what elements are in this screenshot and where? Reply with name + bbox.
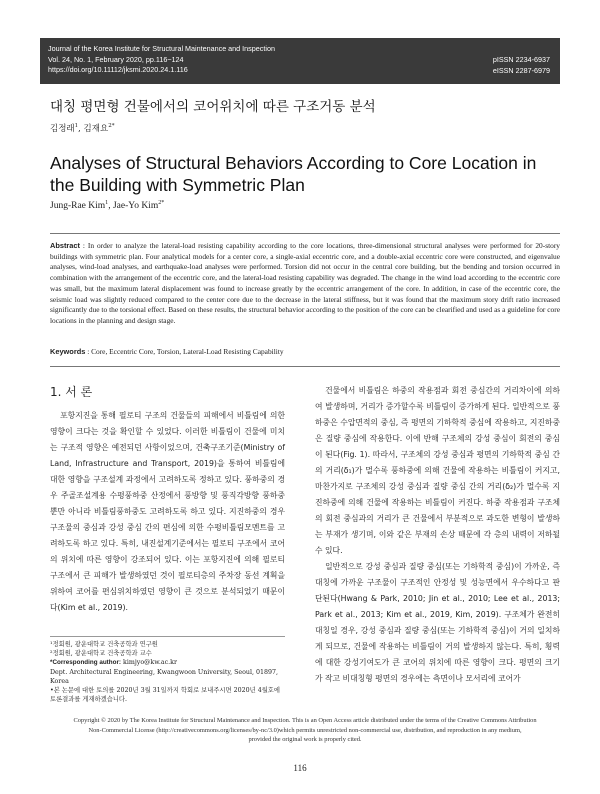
copyright-line: Copyright © 2020 by The Korea Institute for Structural Maintenance and Inspection. This is an Open Access article distributed under the terms of the Creative Commons Attribution	[73, 717, 537, 724]
paragraph: 일반적으로 강성 중심과 질량 중심(또는 기하학적 중심)이 가까운, 즉 대칭에 가까운 구조물이 구조적인 안정성 및 성능면에서 우수하다고 판단된다(Hwang & Park, 2010; Jin et al., 2010; Lee et al., 2013; Park et al., 2013; Kim et al., 2019, Kim, 2019). 구조체가 완전히 대칭일 경우, 강성 중심과 질량 중심(또는 기하학적 중심)이 거의 일치하게 되므로, 건물에 작용하는 비틀림이 거의 발생하지 않는다. 특히, 횡력에 대한 강성기여도가 큰 코어의 위치에 따른 영향이 크다. 평면의 크기가 작고 비대칭형 평면의 경우에는 측면이나 모서리에 코어가	[315, 562, 560, 683]
paragraph: 건물에서 비틀림은 하중의 작용점과 회전 중심간의 거리차이에 의하여 발생하며, 거리가 증가할수록 비틀림이 증가하게 된다. 일반적으로 풍하중은 수압면적의 중심, 즉 평면의 기하학적 중심에 작용하고, 지진하중은 질량 중심에 작용한다. 이에 반해 구조체의 강성 중심이 회전의 중심이 된다(Fig. 1). 따라서, 구조체의 강성 중심과 평면의 기하학적 중심 간의 거리(δ₁)가 멀수록 풍하중에 의해 건물에 작용하는 비틀림이 커지고, 마찬가지로 구조체의 강성 중심과 질량 중심 간의 거리(δ₂)가 멀수록 지진하중에 의해 건물에 작용하는 비틀림이 커진다. 하중 작용점과 구조체의 회전 중심과의 거리가 큰 건물에서 부분적으로 과도한 변형이 발생하는 부재가 생기며, 이와 같은 부재의 손상 때문에 각 층의 내력이 저하될 수 있다.	[315, 386, 560, 555]
corresponding-label: *Corresponding author:	[50, 659, 122, 667]
journal-banner	[40, 38, 560, 84]
page-number: 116	[293, 763, 307, 773]
footnote-affiliation-2: ²정회원, 광운대학교 건축공학과 교수	[50, 650, 152, 658]
english-author-2-sup: 2*	[158, 200, 165, 206]
footnotes	[50, 640, 285, 704]
eissn: eISSN 2287-6979	[492, 65, 550, 75]
english-author-1-sup: 1	[105, 200, 109, 206]
abstract-label: Abstract	[50, 241, 80, 250]
issn-info	[493, 55, 550, 76]
english-author-1: Jung-Rae Kim	[50, 201, 106, 212]
copyright-line: Non-Commercial License (http://creativecommons.org/licenses/by-nc/3.0)which permits unrestricted non-commercial use, distribution, and reproduction in any medium,	[88, 726, 522, 734]
korean-author-1-sup: 1	[74, 123, 79, 130]
abstract-top-rule	[50, 233, 560, 234]
korean-author-2-sup: 2*	[108, 123, 115, 130]
section-heading: 1. 서 론	[50, 385, 93, 399]
korean-author-1: 김정래	[50, 124, 75, 134]
abstract-text: : In order to analyze the lateral-load resisting capability according to the core locations, three-dimensional structural analyses were performed for 20-story buildings with symmetric plan. Four analytical models for a center core, a single-axial eccentric core, and a double-axial eccentric core were constructed, and eigenvalue analyses, wind-load analyses, and earthquake-load analyses were performed. Torsion did not occur in the central core building, but the bending and torsion occurred in combination with the arrangement of the eccentric core, and the lateral-load resisting capability was degraded. The change in the wind load according to the eccentric core was small, but the maximum lateral displacement was found to increase greatly by the eccentric arrangement of the core. In addition, in case of the eccentric core, the seismic load was slightly reduced compared to the center core due to the decrease in the lateral stiffness, but it was found that the maximum story drift ratio increased significantly due to the torsional effect. Based on these results, the structural behavior according to the position of the core can be clearified and used as a guideline for core locations in the planning and design stage.	[50, 241, 560, 325]
journal-volume: Vol. 24, No. 1, February 2020, pp.116~124	[48, 54, 184, 64]
copyright-notice	[50, 716, 560, 745]
english-author-2: , Jae-Yo Kim	[108, 201, 159, 212]
pissn: pISSN 2234-6937	[492, 55, 550, 64]
footnote-rule	[50, 636, 285, 637]
footnote-corresponding	[50, 658, 285, 667]
journal-doi[interactable]: https://doi.org/10.11112/jksmi.2020.24.1.116	[48, 65, 188, 74]
corresponding-email[interactable]: kimjyo@kw.ac.kr	[121, 659, 177, 667]
keywords-label: Keywords	[50, 347, 86, 356]
korean-author-2: , 김재요	[78, 124, 109, 134]
footnote-affiliation-1: ¹정회원, 광운대학교 건축공학과 연구원	[50, 641, 158, 648]
journal-info	[48, 44, 275, 76]
left-column	[50, 408, 285, 616]
abstract-bottom-rule	[50, 366, 560, 367]
keywords	[50, 347, 284, 356]
paragraph: 포항지진을 통해 필로티 구조의 건물들의 피해에서 비틀림에 의한 영향이 크다는 것을 확인할 수 있었다. 이러한 비틀림이 건물에 미치는 구조적 영향은 예전되던 사항이었으며, 건축구조기준(Ministry of Land, Infrastructure and Transport, 2019)을 통하여 비틀림에 대한 영향을 구조설계 과정에서 고려하도록 정하고 있다. 풍하중의 경우 주골조설계용 수평풍하중 산정에서 풍방향 및 풍직각방향 풍하중 뿐만 아니라 비틀림풍하중도 고려하도록 하고 있다. 지진하중의 경우 구조물의 중심과 강성 중심 간의 편심에 의한 수평비틀림모멘트를 고려하도록 하고 있다. 특히, 내진설계기준에서는 필로티 구조에서 코어의 위치에 따른 영향이 강조되어 있다. 이는 포항지진에 의해 필로티 구조에서 큰 피해가 발생하였던 것이 필로티층의 주차장 동선 계획을 위하여 코어를 편심위치하였던 영향이 큰 것으로 분석되었기 때문이다(Kim et al., 2019).	[50, 411, 285, 612]
footnote-department: Dept. Architectural Engineering, Kwangwoon University, Seoul, 01897, Korea	[50, 668, 279, 685]
keywords-text: : Core, Eccentric Core, Torsion, Lateral-Load Resisting Capability	[87, 347, 284, 356]
korean-title: 대칭 평면형 건물에서의 코어위치에 따른 구조거동 분석	[50, 99, 376, 115]
copyright-line: provided the original work is properly cited.	[248, 736, 362, 743]
right-column	[315, 383, 560, 687]
english-title: Analyses of Structural Behaviors According to Core Location in the Building with Symmetric Plan	[50, 153, 537, 195]
abstract	[50, 241, 560, 327]
korean-authors	[50, 122, 114, 134]
journal-name: Journal of the Korea Institute for Structural Maintenance and Inspection	[48, 44, 275, 53]
english-authors	[50, 200, 164, 211]
footnote-discussion: •본 논문에 대한 토의를 2020년 3월 31일까지 학회로 보내주시면 2020년 4월호에 토론결과를 게재하겠습니다.	[50, 687, 280, 704]
